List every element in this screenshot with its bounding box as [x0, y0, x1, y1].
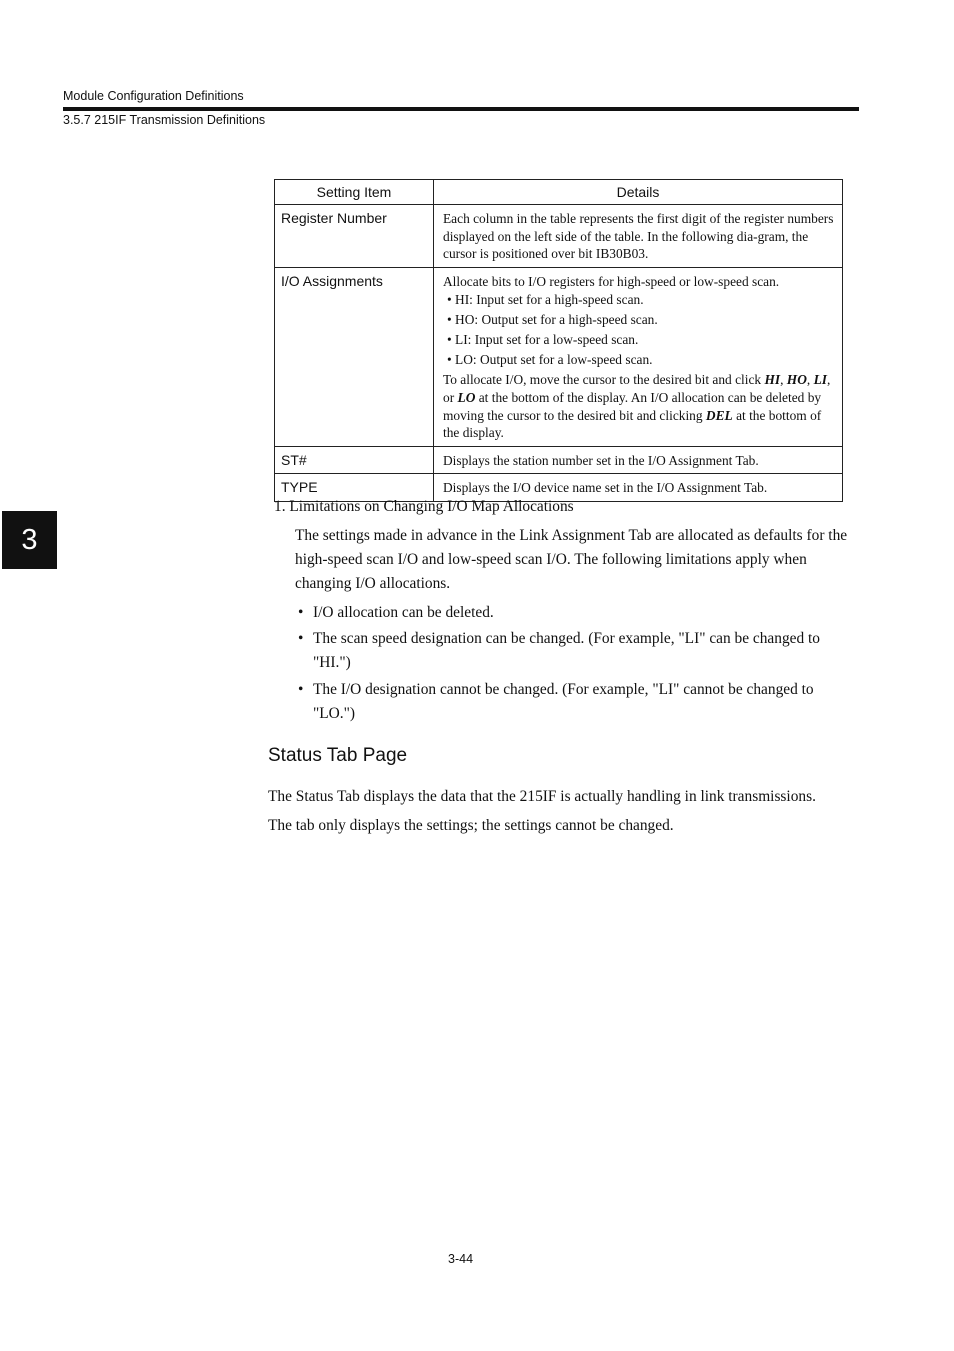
limitation-bullet [298, 601, 858, 625]
section-title: Status Tab Page [268, 745, 408, 766]
io-bullet-lo: • LO: Output set for a low-speed scan. [447, 352, 653, 368]
io-instructions-mid: at the bottom of the display. An I/O allocation can be deleted by moving the cursor to the desired bit and clicking [443, 389, 822, 423]
separator: , [780, 372, 787, 388]
limitation-bullet [298, 627, 858, 675]
key-hi: HI [764, 372, 781, 388]
bullet-text: The scan speed designation can be changed. (For example, "LI" can be changed to "HI.") [313, 630, 821, 671]
io-instructions-post: at the bottom of the display. [443, 407, 822, 441]
io-bullet-ho: • HO: Output set for a high-speed scan. [447, 312, 658, 328]
running-header-chapter: Module Configuration Definitions [63, 89, 244, 103]
table-row [275, 446, 843, 474]
details-cell: Displays the station number set in the I/O Assignment Tab. [434, 446, 843, 474]
io-intro: Allocate bits to I/O registers for high-speed or low-speed scan. [443, 273, 780, 289]
chapter-tab: 3 [2, 511, 57, 569]
settings-table [274, 179, 843, 502]
limitation-bullet [298, 678, 858, 726]
bullet-text: The I/O designation cannot be changed. (For example, "LI" cannot be changed to "LO.") [313, 681, 814, 722]
status-paragraph: The tab only displays the settings; the settings cannot be changed. [268, 817, 674, 834]
key-ho: HO [786, 372, 807, 388]
setting-item-cell: Register Number [275, 205, 434, 268]
page-number: 3-44 [448, 1252, 474, 1266]
key-del: DEL [705, 407, 733, 423]
details-cell: Displays the I/O device name set in the I/O Assignment Tab. [434, 474, 843, 502]
header-rule [63, 107, 859, 111]
separator: , [806, 372, 814, 388]
io-bullet-hi: • HI: Input set for a high-speed scan. [447, 292, 644, 308]
details-cell: Each column in the table represents the first digit of the register numbers displayed on the left side of the table. In the following dia-gram, the cursor is positioned over bit IB30B03. [434, 205, 843, 268]
setting-item-cell: ST# [275, 446, 434, 474]
bullet-marker: • [298, 630, 304, 647]
details-cell [434, 267, 843, 446]
limitations-heading: 1. Limitations on Changing I/O Map Allocations [274, 498, 574, 515]
key-li: LI [813, 372, 827, 388]
table-header-details: Details [434, 180, 843, 205]
table-row [275, 205, 843, 268]
table-header-row [275, 180, 843, 205]
bullet-marker: • [298, 681, 304, 698]
separator: , or [443, 372, 831, 405]
limitations-paragraph: The settings made in advance in the Link Assignment Tab are allocated as defaults for the high-speed scan I/O and low-speed scan I/O. The following limitations apply when changing I/O allocations. [295, 527, 848, 592]
table-row [275, 267, 843, 446]
bullet-text: I/O allocation can be deleted. [313, 604, 494, 621]
running-header-section: 3.5.7 215IF Transmission Definitions [63, 113, 266, 127]
setting-item-cell: TYPE [275, 474, 434, 502]
io-instructions [443, 371, 834, 441]
table-header-setting-item: Setting Item [275, 180, 434, 205]
setting-item-cell: I/O Assignments [275, 267, 434, 446]
io-instructions-pre: To allocate I/O, move the cursor to the desired bit and click [443, 372, 765, 388]
io-bullet-li: • LI: Input set for a low-speed scan. [447, 332, 639, 348]
bullet-marker: • [298, 604, 304, 621]
status-paragraph: The Status Tab displays the data that the 215IF is actually handling in link transmissions. [268, 788, 816, 805]
key-lo: LO [457, 389, 476, 405]
